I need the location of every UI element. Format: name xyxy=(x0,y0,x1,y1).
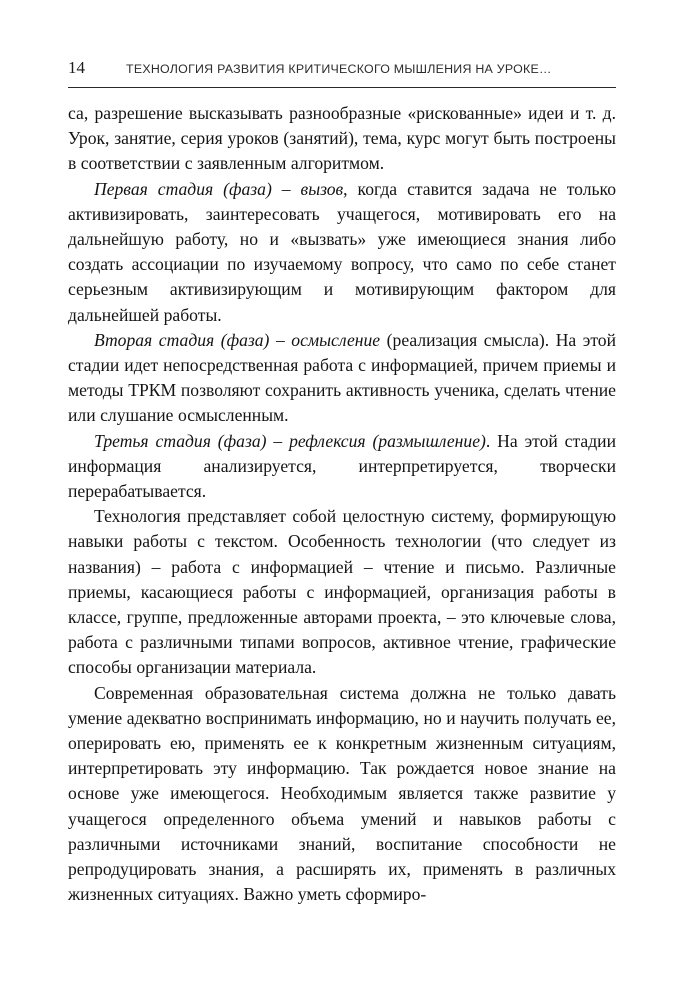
text-run: , когда ставится задача не только активизировать, заинтересовать учащегося, мотивировать его на дальнейшую работу, но и «вызвать» уже имеющиеся знания либо создать ассоциации по изучаемому вопросу, что само по себе станет серьезным активизирующим и мотивирующим фактором для дальнейшей работы. xyxy=(68,178,616,325)
page-number: 14 xyxy=(68,58,85,77)
text-run: са, разрешение высказывать разнообразные «рискованные» идеи и т. д. Урок, занятие, серия уроков (занятий), тема, курс могут быть построены в соответствии с заявленным алгоритмом. xyxy=(68,103,616,174)
italic-run: Первая стадия (фаза) – вызов xyxy=(94,178,344,199)
paragraph-para-1 xyxy=(68,101,616,177)
body-text-block xyxy=(68,101,616,908)
header-rule-divider xyxy=(68,87,616,88)
paragraph-para-4 xyxy=(68,429,616,505)
text-run: (реализация смысла). На этой стадии идет непосредственная работа с информацией, причем приемы и методы ТРКМ позволяют сохранить активность ученика, сделать чтение или слушание осмысленным. xyxy=(68,329,617,426)
running-head-row xyxy=(68,58,616,82)
italic-run: Вторая стадия (фаза) – осмысление xyxy=(94,329,381,350)
text-run: Современная образовательная система должна не только давать умение адекватно воспринимать информацию, но и научить получать ее, оперировать ею, применять ее к конкретным жизненным ситуациям, интерпретировать эту информацию. Так рождается новое знание на основе уже имеющегося. Необходимым является также развитие у учащегося определенного объема умений и навыков работы с различными источниками знаний, воспитание способности не репродуцировать знания, а расширять их, применять в различных жизненных ситуациях. Важно уметь сформиро- xyxy=(68,682,616,905)
text-run: Технология представляет собой целостную систему, формирующую навыки работы с текстом. Особенность технологии (что следует из названия) – работа с информацией – чтение и письмо. Различные приемы, касающиеся работы с информацией, организация работы в классе, группе, предложенные авторами проекта, – это ключевые слова, работа с различными типами вопросов, активное чтение, графические способы организации материала. xyxy=(68,506,616,678)
paragraph-para-3 xyxy=(68,328,616,429)
paragraph-para-6 xyxy=(68,681,616,908)
running-title: ТЕХНОЛОГИЯ РАЗВИТИЯ КРИТИЧЕСКОГО МЫШЛЕНИЯ НА УРОКЕ… xyxy=(126,62,552,76)
text-run: . На этой стадии информация анализируется, интерпретируется, творчески перерабатывается. xyxy=(68,430,616,502)
page-running-head xyxy=(68,58,616,90)
italic-run: Третья стадия (фаза) – рефлексия (размышление) xyxy=(94,430,486,451)
paragraph-para-5 xyxy=(68,504,616,680)
paragraph-para-2 xyxy=(68,177,616,328)
